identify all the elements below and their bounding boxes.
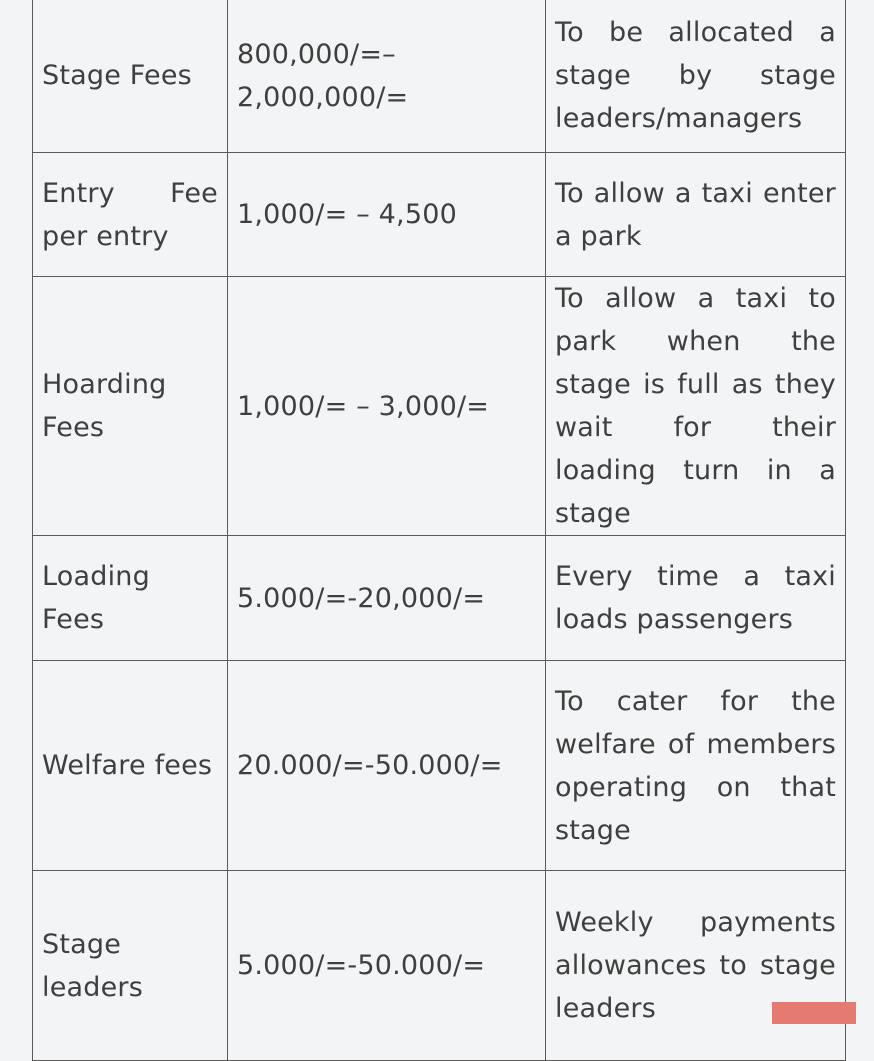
fee-description-cell: To be allocated a stage by stage leaders/managers — [546, 0, 846, 153]
table-row — [33, 153, 846, 277]
table-row — [33, 536, 846, 661]
fee-name-cell: Entry Fee per entry — [33, 153, 228, 277]
fee-description-cell: To cater for the welfare of members operating on that stage — [546, 661, 846, 871]
fee-amount-cell: 5.000/=-50.000/= — [228, 871, 546, 1061]
fee-description-cell: Every time a taxi loads passengers — [546, 536, 846, 661]
fee-amount-cell: 800,000/=– 2,000,000/= — [228, 0, 546, 153]
fee-name-cell: Stage leaders — [33, 871, 228, 1061]
fee-description-cell: To allow a taxi to park when the stage is full as they wait for their loading turn in a stage — [546, 277, 846, 536]
fee-amount-cell: 5.000/=-20,000/= — [228, 536, 546, 661]
fee-name-cell: Loading Fees — [33, 536, 228, 661]
table-row — [33, 0, 846, 153]
table-row — [33, 661, 846, 871]
fee-name-cell: Welfare fees — [33, 661, 228, 871]
table-row — [33, 277, 846, 536]
fee-description-cell: Weekly payments allowances to stage leaders — [546, 871, 846, 1061]
scroll-to-top-button[interactable] — [772, 1002, 856, 1024]
fee-name-cell: Hoarding Fees — [33, 277, 228, 536]
fee-amount-cell: 1,000/= – 3,000/= — [228, 277, 546, 536]
fee-description-cell: To allow a taxi enter a park — [546, 153, 846, 277]
fee-amount-cell: 1,000/= – 4,500 — [228, 153, 546, 277]
fees-table — [32, 0, 846, 1061]
fee-amount-cell: 20.000/=-50.000/= — [228, 661, 546, 871]
table-row — [33, 871, 846, 1061]
fee-name-cell: Stage Fees — [33, 0, 228, 153]
